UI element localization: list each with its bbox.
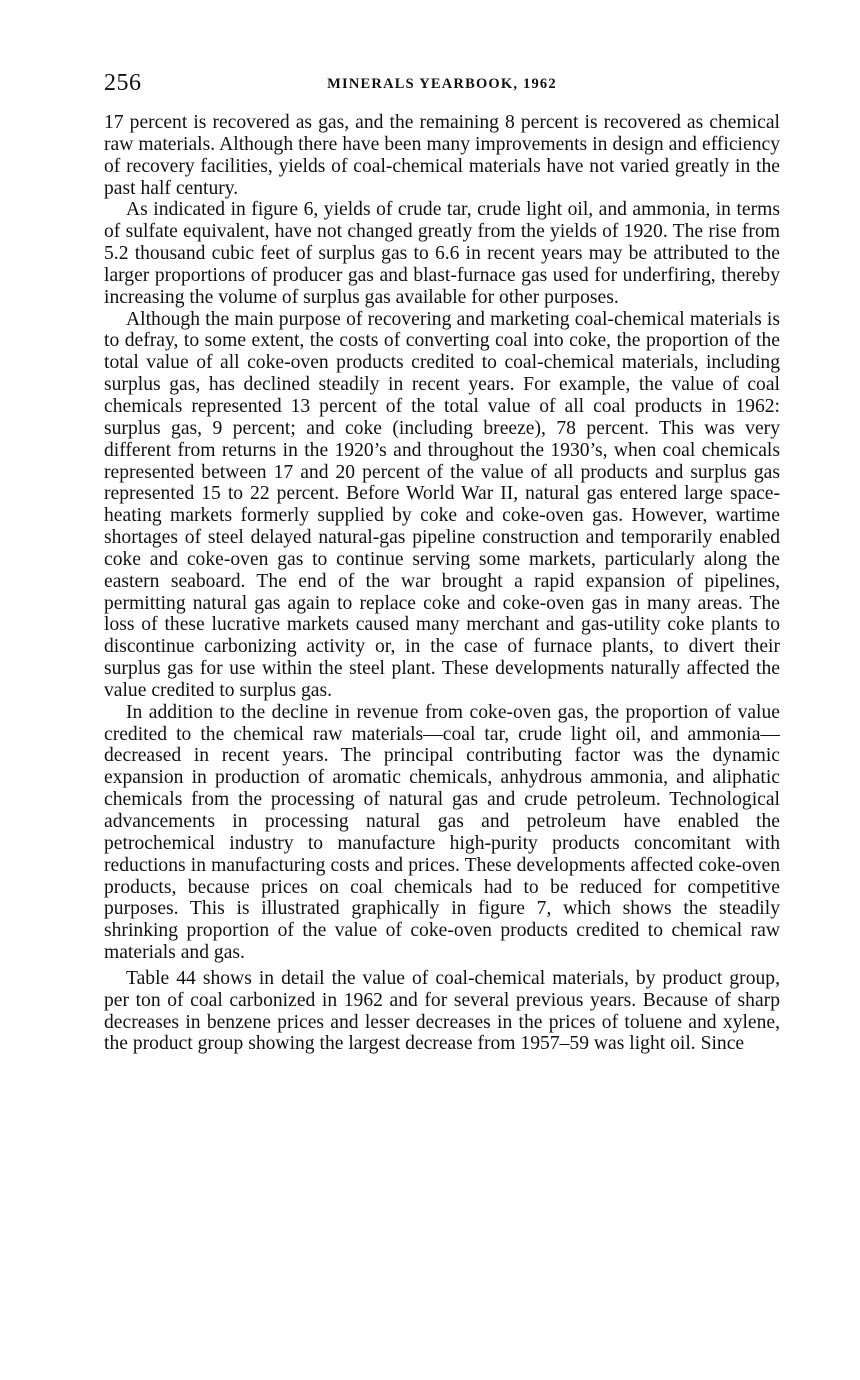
paragraph: As indicated in figure 6, yields of crude tar, crude light oil, and ammonia, in terms of sulfate equivalent, have not changed greatly from the yields of 1920. The rise from 5.2 thousand cubic feet of surplus gas to 6.6 in recent years may be attributed to the larger proportions of producer gas and blast-furnace gas used for underfiring, thereby increasing the volume of surplus gas available for other purposes. — [104, 199, 780, 308]
paragraph: Although the main purpose of recovering and marketing coal-chemical materials is to defray, to some extent, the costs of converting coal into coke, the proportion of the total value of all coke-oven products credited to coal-chemical materials, including surplus gas, has declined steadily in recent years. For example, the value of coal chemicals represented 13 percent of the total value of all coal products in 1962: surplus gas, 9 percent; and coke (including breeze), 78 percent. This was very different from returns in the 1920’s and throughout the 1930’s, when coal chemicals represented between 17 and 20 percent of the value of all products and surplus gas represented 15 to 22 percent. Before World War II, natural gas entered large space-heating markets formerly supplied by coke and coke-oven gas. However, wartime shortages of steel delayed natural-gas pipeline construction and temporarily enabled coke and coke-oven gas to continue serving some markets, particularly along the eastern seaboard. The end of the war brought a rapid expansion of pipelines, permitting natural gas again to replace coke and coke-oven gas in many areas. The loss of these lucrative markets caused many merchant and gas-utility coke plants to discontinue carbonizing activity or, in the case of furnace plants, to divert their surplus gas for use within the steel plant. These developments naturally affected the value credited to surplus gas. — [104, 308, 780, 701]
paragraph: Table 44 shows in detail the value of coal-chemical materials, by product group, per ton of coal carbonized in 1962 and for several previous years. Because of sharp decreases in benzene prices and lesser decreases in the prices of toluene and xylene, the product group showing the largest decrease from 1957–59 was light oil. Since — [104, 967, 780, 1055]
paragraph: In addition to the decline in revenue from coke-oven gas, the proportion of value credited to the chemical raw materials—coal tar, crude light oil, and ammonia—decreased in recent years. The principal contributing factor was the dynamic expansion in production of aromatic chemicals, anhydrous ammonia, and aliphatic chemicals from the processing of natural gas and crude petroleum. Technological advancements in processing natural gas and petroleum have enabled the petrochemical industry to manufacture high-purity products concomitant with reductions in manufacturing costs and prices. These developments affected coke-oven products, because prices on coal chemicals had to be reduced for competitive purposes. This is illustrated graphically in figure 7, which shows the steadily shrinking proportion of the value of coke-oven products credited to chemical raw materials and gas. — [104, 701, 780, 964]
running-title: MINERALS YEARBOOK, 1962 — [327, 76, 557, 92]
body-text — [104, 112, 780, 1055]
page-number: 256 — [104, 70, 142, 96]
document-page — [104, 70, 780, 1055]
running-head — [104, 70, 780, 104]
paragraph: 17 percent is recovered as gas, and the remaining 8 percent is recovered as chemical raw materials. Although there have been many improvements in design and efficiency of recovery facilities, yields of coal-chemical materials have not varied greatly in the past half century. — [104, 112, 780, 199]
